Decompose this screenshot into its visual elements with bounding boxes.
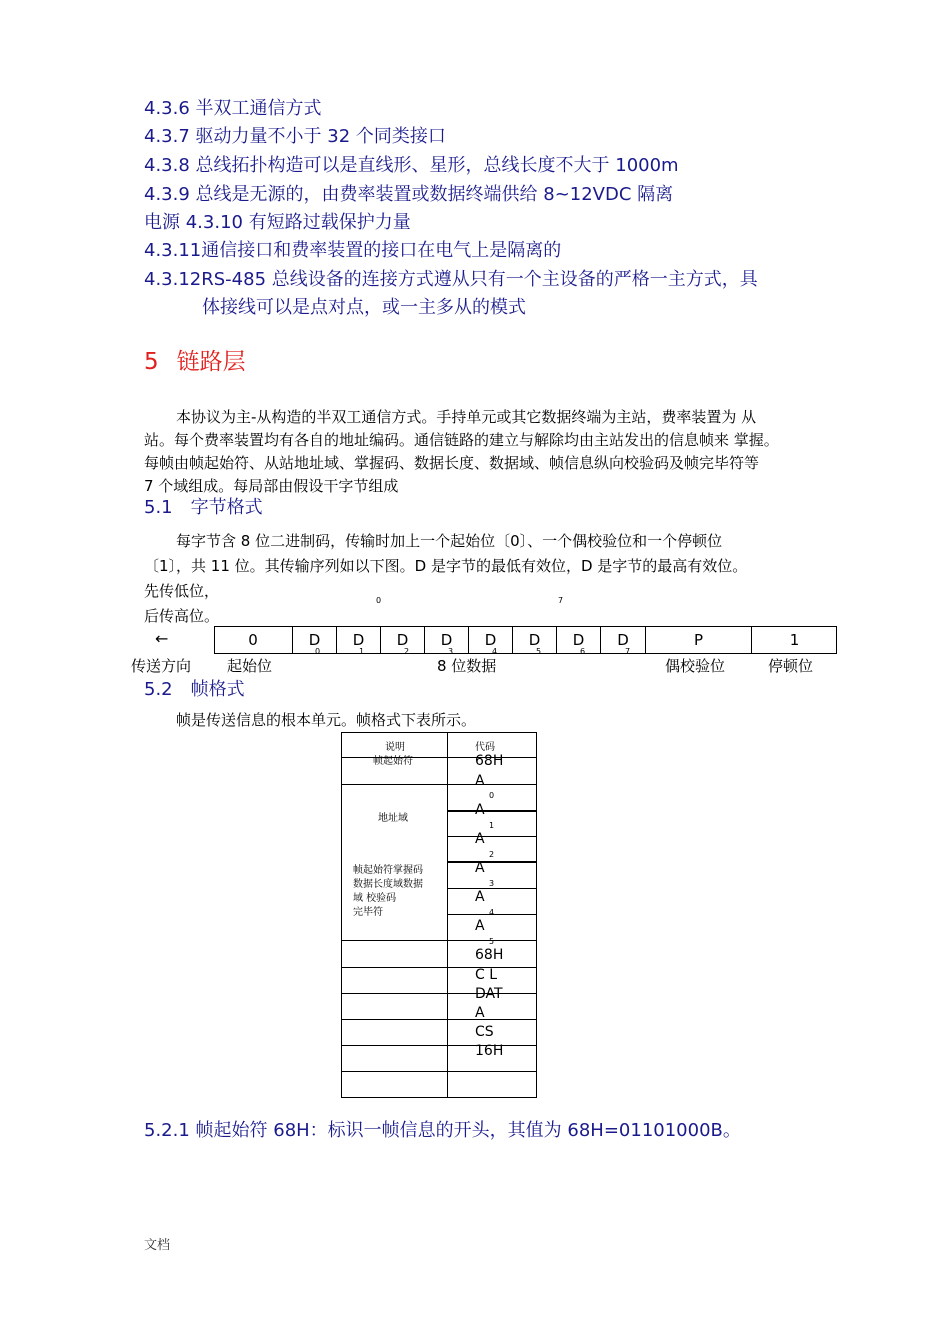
code-a1-sub: 1 — [489, 821, 495, 830]
bit-sub-5: 5 — [536, 647, 542, 656]
item-4-3-8: 4.3.8 总线拓扑构造可以是直线形、星形，总线长度不大于 1000m — [144, 155, 679, 176]
msb-superscript: 7 — [558, 596, 564, 605]
code-start2-68h: 68H — [475, 947, 504, 963]
frame-start-desc: 帧起始符 — [373, 756, 413, 767]
code-c-l: C L — [475, 967, 498, 983]
bit-d2: D — [380, 627, 424, 653]
item-4-3-12-cont: 体接线可以是点对点，或一主多从的模式 — [202, 297, 526, 318]
label-stop-bit: 停顿位 — [768, 657, 814, 675]
code-cs: CS — [475, 1024, 494, 1040]
frame-other-fields-desc: 帧起始符掌握码 数据长度域数据 域 校验码 完毕符 — [353, 865, 423, 918]
code-start-68h: 68H — [475, 753, 504, 769]
section-5-1-title: 字节格式 — [190, 497, 263, 518]
code-a2-sub: 2 — [489, 850, 495, 859]
code-a0: A — [475, 773, 485, 789]
code-a4: A — [475, 889, 485, 905]
bit-sub-7: 7 — [625, 647, 631, 656]
bit-sub-2: 2 — [404, 647, 410, 656]
code-a1: A — [475, 802, 485, 818]
chapter-number: 5 — [144, 349, 159, 375]
bit-sub-4: 4 — [492, 647, 498, 656]
s52-line: 帧是传送信息的根本单元。帧格式下表所示。 — [176, 711, 477, 729]
bit-d3: D — [424, 627, 468, 653]
item-4-3-12: 4.3.12RS-485 总线设备的连接方式遵从只有一个主设备的严格一主方式，具 — [144, 269, 758, 290]
intro-line-1: 本协议为主-从构造的半双工通信方式。手持单元或其它数据终端为主站，费率装置为 从 — [176, 408, 757, 426]
bit-parity: P — [645, 627, 751, 653]
s51-line-2: 〔1〕，共 11 位。其传输序列如以下图。D 是字节的最低有效位，D 是字节的最高有效位。 — [144, 557, 748, 575]
s51-line-4: 后传高位。 — [144, 607, 220, 625]
chapter-title: 链路层 — [176, 349, 246, 375]
code-a4-sub: 4 — [489, 908, 495, 917]
frame-table — [341, 732, 537, 1098]
chapter-heading — [144, 348, 246, 376]
section-5-2-title: 帧格式 — [190, 679, 245, 700]
section-5-2-heading — [144, 679, 245, 701]
bit-d1: D — [336, 627, 380, 653]
intro-line-3: 每帧由帧起始符、从站地址域、掌握码、数据长度、数据域、帧信息纵向校验码及帧完毕符等 — [144, 454, 760, 472]
lsb-superscript: 0 — [376, 596, 382, 605]
code-data-cont: A — [475, 1005, 485, 1021]
intro-line-4: 7 个域组成。每局部由假设干字节组成 — [144, 477, 399, 495]
intro-line-2: 站。每个费率装置均有各自的地址编码。通信链路的建立与解除均由主站发出的信息帧来 掌握。 — [144, 431, 779, 449]
bit-sub-3: 3 — [448, 647, 454, 656]
section-5-2-number: 5.2 — [144, 679, 173, 700]
item-4-3-6: 4.3.6 半双工通信方式 — [144, 98, 322, 119]
label-data-bits: 8 位数据 — [437, 657, 497, 675]
item-4-3-9: 4.3.9 总线是无源的，由费率装置或数据终端供给 8~12VDC 隔离 — [144, 184, 674, 205]
bit-sub-6: 6 — [580, 647, 586, 656]
code-end-16h: 16H — [475, 1043, 504, 1059]
bit-sub-1: 1 — [359, 647, 365, 656]
item-4-3-10: 电源 4.3.10 有短路过载保护力量 — [144, 212, 411, 233]
direction-arrow-icon: ← — [155, 629, 169, 648]
section-5-1-number: 5.1 — [144, 497, 173, 518]
bit-start: 0 — [248, 631, 258, 649]
code-a3: A — [475, 860, 485, 876]
frame-header-desc: 说明 — [385, 742, 405, 753]
bit-stop: 1 — [751, 627, 837, 653]
frame-header-code: 代码 — [475, 742, 495, 753]
bit-sub-0: 0 — [315, 647, 321, 656]
code-data: DAT — [475, 986, 503, 1002]
item-4-3-7: 4.3.7 驱动力量不小于 32 个同类接口 — [144, 126, 446, 147]
code-a5-sub: 5 — [489, 937, 495, 946]
section-5-2-1: 5.2.1 帧起始符 68H：标识一帧信息的开头，其值为 68H=01101000B。 — [144, 1120, 741, 1141]
s51-line-3: 先传低位， — [144, 582, 220, 600]
label-direction: 传送方向 — [131, 657, 192, 675]
label-parity-bit: 偶校验位 — [665, 657, 726, 675]
bit-d7: D — [600, 627, 645, 653]
bit-sequence-row — [214, 626, 837, 654]
section-5-1-heading — [144, 497, 263, 519]
item-4-3-11: 4.3.11通信接口和费率装置的接口在电气上是隔离的 — [144, 240, 562, 261]
code-a5: A — [475, 918, 485, 934]
footer-label: 文档 — [144, 1238, 171, 1253]
bit-d6: D — [556, 627, 600, 653]
label-start-bit: 起始位 — [227, 657, 273, 675]
code-a0-sub: 0 — [489, 791, 495, 800]
code-a3-sub: 3 — [489, 879, 495, 888]
frame-address-desc: 地址域 — [378, 813, 408, 824]
code-a2: A — [475, 831, 485, 847]
bit-d0: D — [292, 627, 336, 653]
bit-d5: D — [512, 627, 556, 653]
s51-line-1: 每字节含 8 位二进制码，传输时加上一个起始位〔0〕、一个偶校验位和一个停顿位 — [176, 532, 723, 550]
bit-d4: D — [468, 627, 512, 653]
